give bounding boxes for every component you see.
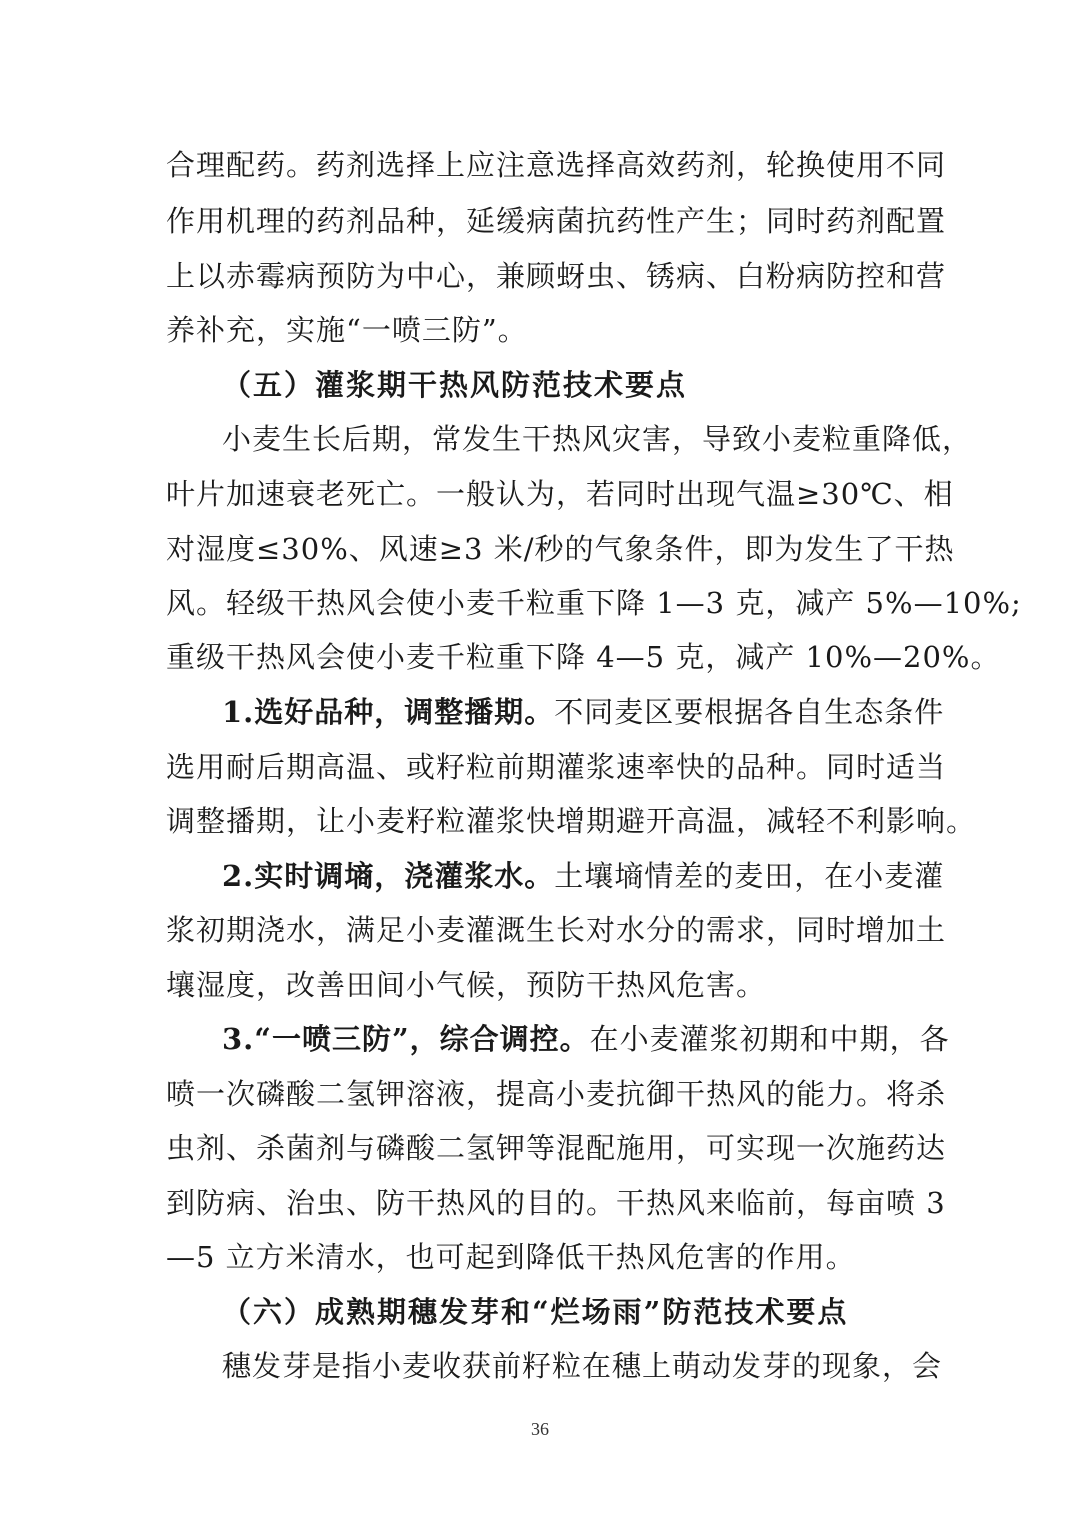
item-3-text: 在小麦灌浆初期和中期，各: [589, 1022, 950, 1056]
text-line: 虫剂、杀菌剂与磷酸二氢钾等混配施用，可实现一次施药达: [166, 1131, 947, 1165]
item-1-title: 1.选好品种，调整播期。: [222, 695, 555, 729]
text-line: 调整播期，让小麦籽粒灌浆快增期避开高温，减轻不利影响。: [166, 804, 977, 838]
text-line: 对湿度≤30%、风速≥3 米/秒的气象条件，即为发生了干热: [166, 532, 955, 566]
item-2-text: 土壤墒情差的麦田，在小麦灌: [554, 859, 945, 893]
text-line: 选用耐后期高温、或籽粒前期灌浆速率快的品种。同时适当: [166, 750, 947, 784]
text-line: 叶片加速衰老死亡。一般认为，若同时出现气温≥30℃、相: [166, 477, 954, 511]
text-line: 小麦生长后期，常发生干热风灾害，导致小麦粒重降低，: [222, 422, 973, 456]
text-line: 喷一次磷酸二氢钾溶液，提高小麦抗御干热风的能力。将杀: [166, 1077, 947, 1111]
text-line: 重级干热风会使小麦千粒重下降 4—5 克，减产 10%—20%。: [166, 640, 1001, 674]
text-line: 上以赤霉病预防为中心，兼顾蚜虫、锈病、白粉病防控和营: [166, 259, 947, 293]
text-line: 合理配药。药剂选择上应注意选择高效药剂，轮换使用不同: [166, 148, 947, 182]
text-line: 穗发芽是指小麦收获前籽粒在穗上萌动发芽的现象，会: [222, 1349, 943, 1383]
text-line: 浆初期浇水，满足小麦灌溉生长对水分的需求，同时增加土: [166, 913, 947, 947]
text-line: 到防病、治虫、防干热风的目的。干热风来临前，每亩喷 3: [166, 1186, 946, 1220]
item-2-first-line: [222, 859, 945, 893]
section-heading-6: （六）成熟期穗发芽和“烂场雨”防范技术要点: [222, 1295, 849, 1329]
text-line: —5 立方米清水，也可起到降低干热风危害的作用。: [166, 1240, 856, 1274]
item-1-text: 不同麦区要根据各自生态条件: [554, 695, 945, 729]
item-1-first-line: [222, 695, 945, 729]
page-number: 36: [531, 1419, 549, 1439]
text-line: 养补充，实施“一喷三防”。: [166, 313, 528, 347]
item-2-title: 2.实时调墒，浇灌浆水。: [222, 859, 555, 893]
text-line: 作用机理的药剂品种，延缓病菌抗药性产生；同时药剂配置: [166, 204, 947, 238]
text-line: 壤湿度，改善田间小气候，预防干热风危害。: [166, 968, 767, 1002]
text-line: 风。轻级干热风会使小麦千粒重下降 1—3 克，减产 5%—10%;: [166, 586, 1022, 620]
section-heading-5: （五）灌浆期干热风防范技术要点: [222, 368, 688, 402]
item-3-title: 3.“一喷三防”，综合调控。: [222, 1022, 590, 1056]
item-3-first-line: [222, 1022, 950, 1056]
